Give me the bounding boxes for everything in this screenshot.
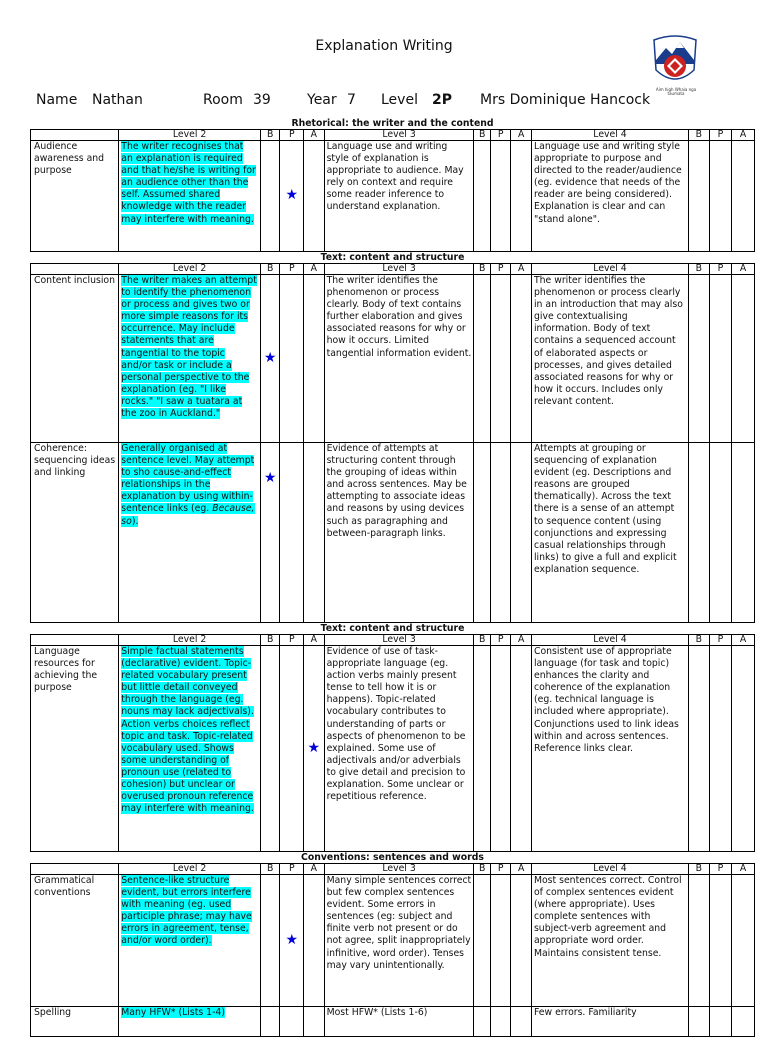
col-b: B	[260, 130, 280, 141]
col-a: A	[511, 864, 532, 875]
star-icon: ★	[263, 470, 277, 486]
star-icon: ★	[285, 187, 299, 204]
level-4-descriptor: Consistent use of appropriate language (for task and topic) enhances the clarity and coherence of the explanation (eg. technical language is included where appropriate). Conjunctions used to link ideas within and across sentences. Reference links clear.	[531, 646, 688, 852]
rubric-row-language	[31, 646, 755, 852]
document-title: Explanation Writing	[315, 38, 453, 54]
section-heading: Text: content and structure	[31, 623, 755, 635]
level-2-descriptor: The writer recognises that an explanation is required and that he/she is writing for an audience other than the self. Assumed shared knowledge with the reader may interfere with meaning.	[121, 141, 256, 225]
rubric-row-audience	[31, 141, 755, 252]
col-p: P	[709, 264, 732, 275]
level-header-row	[31, 864, 755, 875]
level-4-descriptor: Few errors. Familiarity	[531, 1007, 688, 1037]
col-b: B	[689, 864, 710, 875]
col-a: A	[304, 864, 325, 875]
col-p: P	[709, 635, 732, 646]
rubric-row-grammar	[31, 875, 755, 1007]
level-3-descriptor: Evidence of attempts at structuring content through the grouping of ideas within and across sentences. May be attempting to associate ideas and reasons by using devices such as paragraphing and between-paragraph links.	[324, 443, 474, 623]
level-2-descriptor: The writer makes an attempt to identify the phenomenon or process and gives two or more simple reasons for its occurrence. May include statements that are tangential to the topic and/or task or include a personal perspective to the explanation (eg. "I like rocks." "I saw a tuatara at the zoo in Auckland."	[121, 275, 257, 420]
col-b: B	[260, 635, 280, 646]
level-header-row	[31, 264, 755, 275]
col-a: A	[304, 264, 325, 275]
col-p: P	[280, 264, 304, 275]
col-a: A	[511, 264, 532, 275]
level-2-descriptor: Sentence-like structure evident, but errors interfere with meaning (eg. used participle phrase; may have errors in agreement, tense, and/or word order).	[121, 875, 252, 947]
col-b: B	[474, 130, 490, 141]
level-3-heading: Level 3	[324, 635, 474, 646]
col-p: P	[709, 130, 732, 141]
level-2-descriptor: Simple factual statements (declarative) evident. Topic-related vocabulary present but little detail conveyed through the language (eg. nouns may lack adjectivals). Action verbs choices reflect topic and task. Topic-related vocabulary used. Shows some understanding of pronoun use (related to cohesion) but unclear or overused pronoun reference may interfere with meaning.	[121, 646, 254, 815]
year-label: Year	[307, 92, 337, 108]
col-a: A	[732, 635, 755, 646]
col-a: A	[732, 130, 755, 141]
level-2-heading: Level 2	[119, 264, 261, 275]
col-p: P	[280, 130, 304, 141]
level-header-row	[31, 635, 755, 646]
level-3-descriptor: The writer identifies the phenomenon or process clearly. Body of text contains further elaboration and gives associated reasons for why or how it occurs. Limited tangential information evident.	[324, 275, 474, 443]
level-4-heading: Level 4	[531, 864, 688, 875]
name-value: Nathan	[92, 92, 143, 108]
aspect-label: Grammatical conventions	[31, 875, 119, 1007]
col-p: P	[490, 864, 511, 875]
section-heading: Rhetorical: the writer and the contend	[31, 118, 755, 130]
year-value: 7	[347, 92, 356, 108]
level-header-row	[31, 130, 755, 141]
aspect-label: Content inclusion	[31, 275, 119, 443]
level-4-heading: Level 4	[531, 264, 688, 275]
col-p: P	[490, 264, 511, 275]
section-heading: Text: content and structure	[31, 252, 755, 264]
star-icon: ★	[307, 739, 321, 756]
col-a: A	[511, 635, 532, 646]
rubric-table	[30, 118, 755, 1037]
level-4-descriptor: The writer identifies the phenomenon or process clearly in an introduction that may also give contextualising information. Body of text contains a sequenced account of elaborated aspects or processes, and gives detailed associated reasons for why or how it occurs. Includes only relevant content.	[531, 275, 688, 443]
col-b: B	[689, 635, 710, 646]
col-a: A	[304, 635, 325, 646]
level-3-heading: Level 3	[324, 130, 474, 141]
col-b: B	[260, 264, 280, 275]
col-b: B	[689, 130, 710, 141]
col-a: A	[511, 130, 532, 141]
school-logo	[650, 30, 700, 90]
col-b: B	[474, 635, 490, 646]
level-2-heading: Level 2	[119, 635, 261, 646]
level-4-heading: Level 4	[531, 635, 688, 646]
room-value: 39	[253, 92, 271, 108]
level-2-descriptor: Generally organised at sentence level. May attempt to sho cause-and-effect relationships in the explanation by using within-sentence links (eg. Because, so).	[121, 443, 255, 527]
level-3-heading: Level 3	[324, 864, 474, 875]
level-2-heading: Level 2	[119, 130, 261, 141]
level-4-descriptor: Attempts at grouping or sequencing of explanation evident (eg. Descriptions and reasons are grouped thematically). Across the text there is a sense of an attempt to sequence content (using conjunctions and expressing casual relationships through links) to give a full and explicit explanation sequence.	[531, 443, 688, 623]
col-p: P	[490, 130, 511, 141]
level-3-descriptor: Many simple sentences correct but few complex sentences evident. Some errors in sentences (eg: subject and finite verb not present or do not agree, split inappropriately infinitive, word order). Tenses may vary unintentionally.	[324, 875, 474, 1007]
aspect-label: Coherence: sequencing ideas and linking	[31, 443, 119, 623]
rubric-row-spelling	[31, 1007, 755, 1037]
col-p: P	[709, 864, 732, 875]
col-b: B	[474, 864, 490, 875]
star-icon: ★	[263, 349, 277, 366]
col-p: P	[490, 635, 511, 646]
logo-tagline: Aim high Whaia nga taumata	[655, 87, 697, 96]
level-4-heading: Level 4	[531, 130, 688, 141]
level-3-descriptor: Most HFW* (Lists 1-6)	[324, 1007, 474, 1037]
col-b: B	[689, 264, 710, 275]
col-p: P	[280, 864, 304, 875]
level-4-descriptor: Language use and writing style appropriate to purpose and directed to the reader/audience (eg. evidence that needs of the reader are being considered). Explanation is clear and can "stand alone".	[531, 141, 688, 252]
col-p: P	[280, 635, 304, 646]
col-a: A	[304, 130, 325, 141]
aspect-label: Spelling	[31, 1007, 119, 1037]
level-3-descriptor: Language use and writing style of explanation is appropriate to audience. May rely on context and require some reader inference to understand explanation.	[324, 141, 474, 252]
student-header	[0, 92, 768, 112]
level-3-descriptor: Evidence of use of task-appropriate language (eg. action verbs mainly present tense to tell how it is or happens). Topic-related vocabulary contributes to understanding of parts or aspects of phenomenon to be explained. Some use of adjectivals and/or adverbials to give detail and precision to explanation. Some unclear or repetitious reference.	[324, 646, 474, 852]
star-icon: ★	[285, 931, 299, 948]
col-a: A	[732, 264, 755, 275]
level-label: Level	[381, 92, 418, 108]
teacher-name: Mrs Dominique Hancock	[480, 92, 651, 108]
room-label: Room	[203, 92, 243, 108]
level-3-heading: Level 3	[324, 264, 474, 275]
aspect-label: Audience awareness and purpose	[31, 141, 119, 252]
aspect-label: Language resources for achieving the purpose	[31, 646, 119, 852]
level-value: 2P	[432, 92, 453, 108]
level-4-descriptor: Most sentences correct. Control of complex sentences evident (where appropriate). Uses complete sentences with subject-verb agreement and appropriate word order. Maintains consistent tense.	[531, 875, 688, 1007]
level-2-descriptor: Many HFW* (Lists 1-4)	[121, 1007, 225, 1018]
name-label: Name	[36, 92, 78, 108]
col-b: B	[260, 864, 280, 875]
col-b: B	[474, 264, 490, 275]
col-a: A	[732, 864, 755, 875]
rubric-row-coherence	[31, 443, 755, 623]
section-heading: Conventions: sentences and words	[31, 852, 755, 864]
level-2-heading: Level 2	[119, 864, 261, 875]
rubric-row-content	[31, 275, 755, 443]
